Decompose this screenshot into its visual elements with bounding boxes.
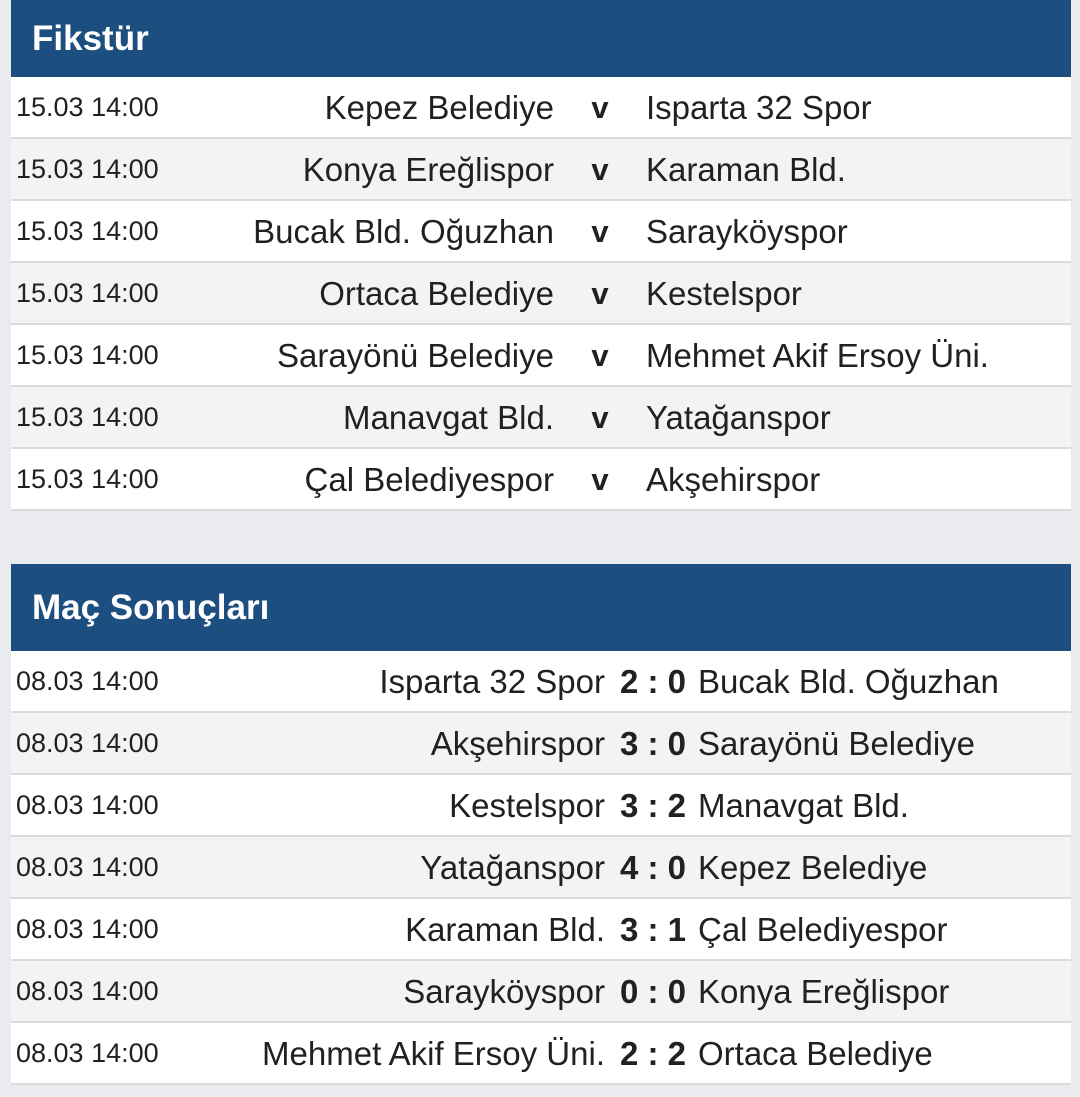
match-score: 3 : 0	[619, 725, 687, 762]
home-team: Yatağanspor	[420, 849, 605, 886]
away-team: Yatağanspor	[646, 399, 831, 436]
versus-label: v	[591, 276, 609, 311]
home-team: Konya Ereğlispor	[302, 151, 554, 188]
home-team: Manavgat Bld.	[343, 399, 554, 436]
versus-label: v	[591, 462, 609, 497]
fixture-row[interactable]	[11, 77, 1071, 139]
away-team: Karaman Bld.	[646, 151, 846, 188]
match-score: 2 : 0	[619, 663, 687, 700]
match-date: 15.03 14:00	[16, 464, 159, 494]
result-row[interactable]	[11, 961, 1071, 1023]
fixture-row[interactable]	[11, 139, 1071, 201]
fixture-row[interactable]	[11, 449, 1071, 511]
versus-label: v	[591, 400, 609, 435]
match-date: 08.03 14:00	[16, 914, 159, 944]
result-row[interactable]	[11, 713, 1071, 775]
match-score: 3 : 2	[619, 787, 687, 824]
away-team: Kestelspor	[646, 275, 802, 312]
home-team: Isparta 32 Spor	[379, 663, 605, 700]
match-date: 15.03 14:00	[16, 278, 159, 308]
home-team: Akşehirspor	[430, 725, 605, 762]
match-date: 08.03 14:00	[16, 790, 159, 820]
away-team: Çal Belediyespor	[698, 911, 948, 948]
versus-label: v	[591, 338, 609, 373]
result-row[interactable]	[11, 899, 1071, 961]
match-date: 08.03 14:00	[16, 976, 159, 1006]
home-team: Bucak Bld. Oğuzhan	[253, 213, 554, 250]
home-team: Karaman Bld.	[405, 911, 605, 948]
home-team: Mehmet Akif Ersoy Üni.	[262, 1035, 605, 1072]
away-team: Manavgat Bld.	[698, 787, 909, 824]
match-date: 15.03 14:00	[16, 216, 159, 246]
versus-label: v	[591, 214, 609, 249]
fixture-row[interactable]	[11, 201, 1071, 263]
fixtures-section	[11, 0, 1071, 511]
result-row[interactable]	[11, 1023, 1071, 1085]
versus-label: v	[591, 152, 609, 187]
away-team: Konya Ereğlispor	[698, 973, 950, 1010]
match-date: 08.03 14:00	[16, 1038, 159, 1068]
home-team: Çal Belediyespor	[304, 461, 554, 498]
fixture-row[interactable]	[11, 325, 1071, 387]
results-title: Maç Sonuçları	[32, 587, 270, 627]
match-score: 0 : 0	[619, 973, 687, 1010]
away-team: Sarayönü Belediye	[698, 725, 976, 762]
away-team: Sarayköyspor	[646, 213, 848, 250]
versus-label: v	[591, 90, 609, 125]
home-team: Kepez Belediye	[324, 89, 554, 126]
home-team: Ortaca Belediye	[319, 275, 554, 312]
match-score: 2 : 2	[619, 1035, 687, 1072]
result-row[interactable]	[11, 651, 1071, 713]
match-score: 4 : 0	[619, 849, 687, 886]
result-row[interactable]	[11, 775, 1071, 837]
result-row[interactable]	[11, 837, 1071, 899]
results-header	[11, 564, 1071, 651]
fixture-row[interactable]	[11, 263, 1071, 325]
away-team: Isparta 32 Spor	[646, 89, 872, 126]
match-score: 3 : 1	[619, 911, 687, 948]
match-date: 15.03 14:00	[16, 154, 159, 184]
match-date: 08.03 14:00	[16, 666, 159, 696]
results-section	[11, 564, 1071, 1085]
away-team: Kepez Belediye	[698, 849, 928, 886]
fixtures-header	[11, 0, 1071, 77]
away-team: Ortaca Belediye	[698, 1035, 933, 1072]
home-team: Sarayönü Belediye	[276, 337, 554, 374]
match-date: 15.03 14:00	[16, 92, 159, 122]
away-team: Mehmet Akif Ersoy Üni.	[646, 337, 989, 374]
match-date: 15.03 14:00	[16, 340, 159, 370]
fixtures-title: Fikstür	[32, 18, 149, 58]
home-team: Sarayköyspor	[403, 973, 605, 1010]
match-date: 08.03 14:00	[16, 728, 159, 758]
match-date: 08.03 14:00	[16, 852, 159, 882]
home-team: Kestelspor	[449, 787, 605, 824]
fixture-row[interactable]	[11, 387, 1071, 449]
match-date: 15.03 14:00	[16, 402, 159, 432]
away-team: Bucak Bld. Oğuzhan	[698, 663, 999, 700]
away-team: Akşehirspor	[646, 461, 821, 498]
